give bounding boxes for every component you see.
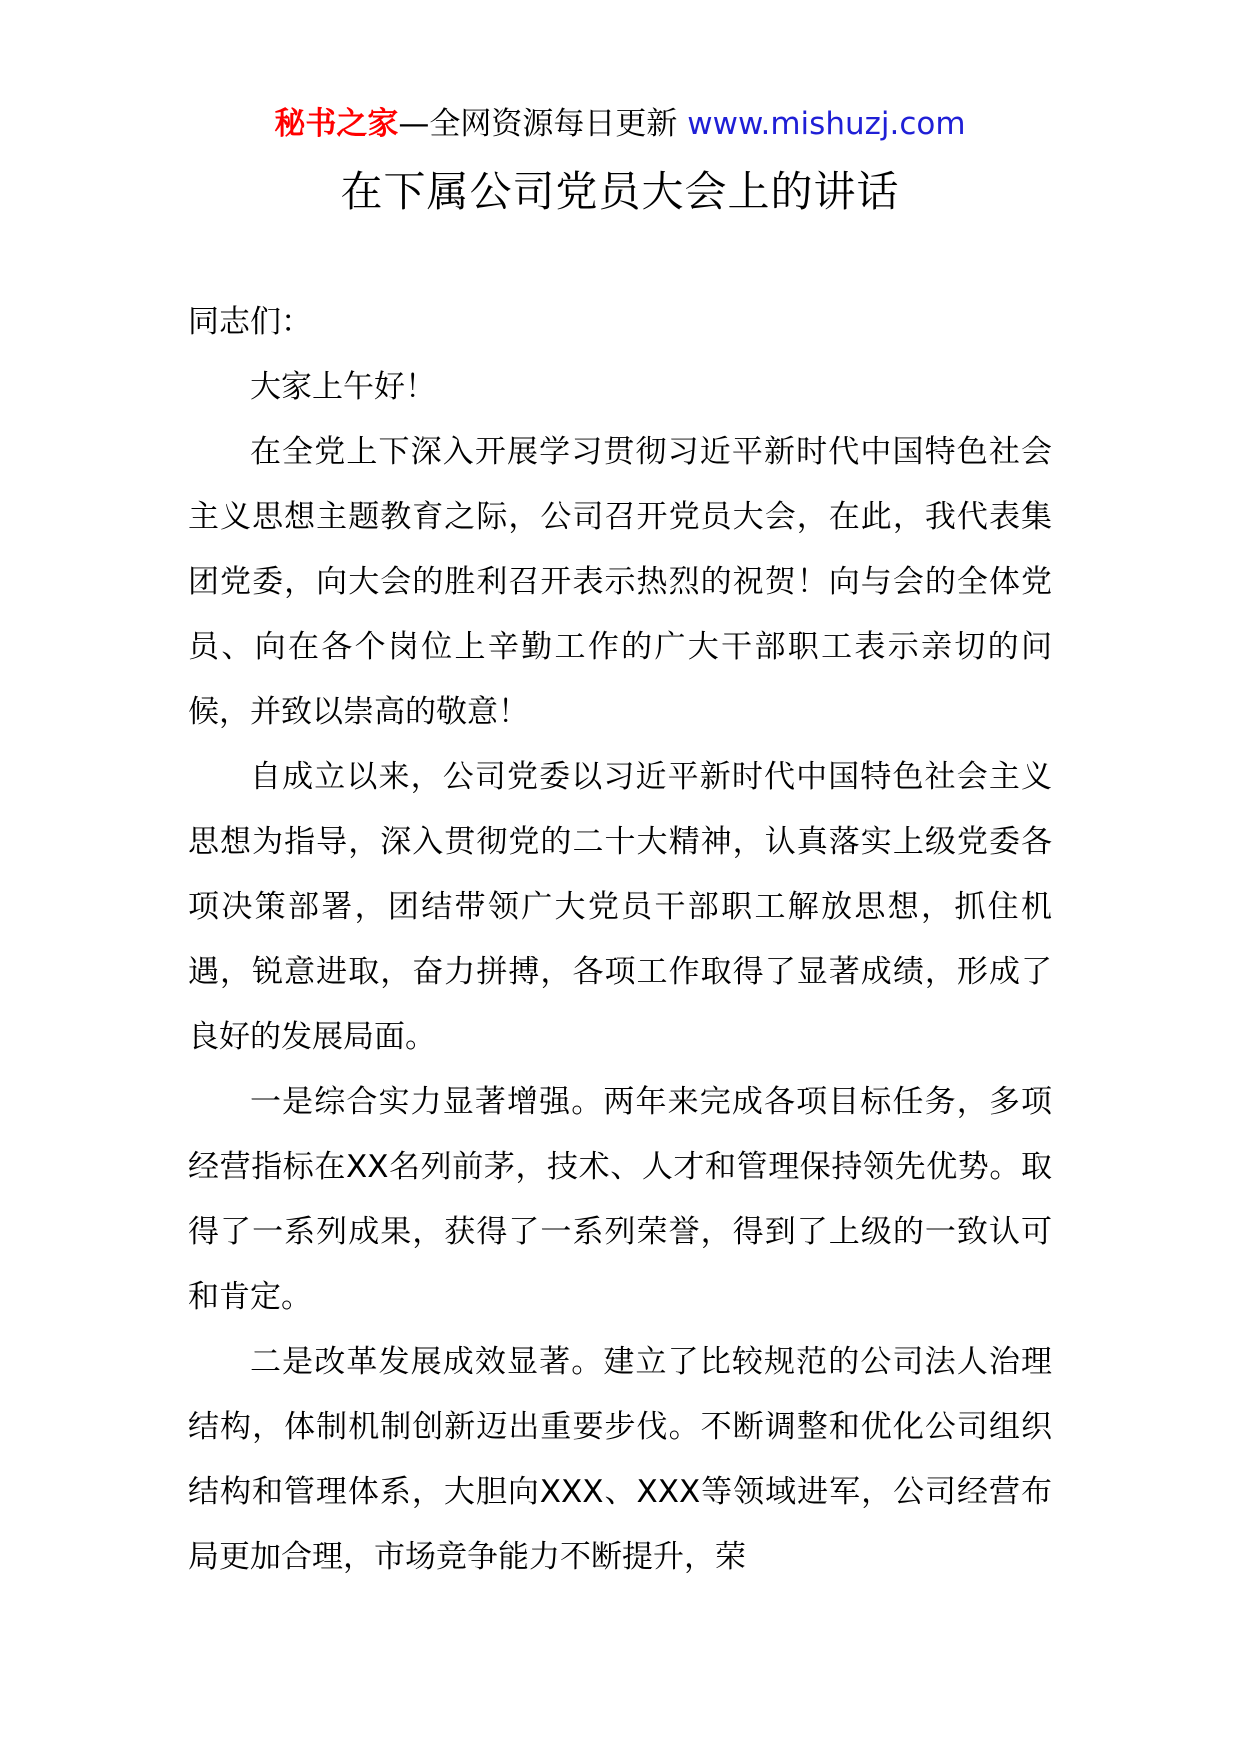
document-body xyxy=(188,290,1052,1590)
site-url-link[interactable]: www.mishuzj.com xyxy=(687,106,966,142)
paragraph-point-two: 二是改革发展成效显著。建立了比较规范的公司法人治理结构，体制机制创新迈出重要步伐。不断调整和优化公司组织结构和管理体系，大胆向XXX、XXX等领域进军，公司经营布局更加合理，市场竞争能力不断提升，荣 xyxy=(188,1344,1052,1575)
salutation: 同志们： xyxy=(188,304,312,340)
site-header xyxy=(0,98,1240,150)
site-tagline: —全网资源每日更新 xyxy=(398,106,688,142)
paragraph-opening: 在全党上下深入开展学习贯彻习近平新时代中国特色社会主义思想主题教育之际，公司召开党员大会，在此，我代表集团党委，向大会的胜利召开表示热烈的祝贺！向与会的全体党员、向在各个岗位上辛勤工作的广大干部职工表示亲切的问候，并致以崇高的敬意！ xyxy=(188,434,1052,730)
paragraph-achievements: 自成立以来，公司党委以习近平新时代中国特色社会主义思想为指导，深入贯彻党的二十大精神，认真落实上级党委各项决策部署，团结带领广大党员干部职工解放思想，抓住机遇，锐意进取，奋力拼搏，各项工作取得了显著成绩，形成了良好的发展局面。 xyxy=(188,759,1052,1055)
paragraph-greeting: 大家上午好！ xyxy=(250,369,436,405)
site-brand: 秘书之家 xyxy=(274,106,399,142)
paragraph-point-one: 一是综合实力显著增强。两年来完成各项目标任务，多项经营指标在XX名列前茅，技术、人才和管理保持领先优势。取得了一系列成果，获得了一系列荣誉，得到了上级的一致认可和肯定。 xyxy=(188,1084,1052,1315)
document-title: 在下属公司党员大会上的讲话 xyxy=(340,167,900,216)
